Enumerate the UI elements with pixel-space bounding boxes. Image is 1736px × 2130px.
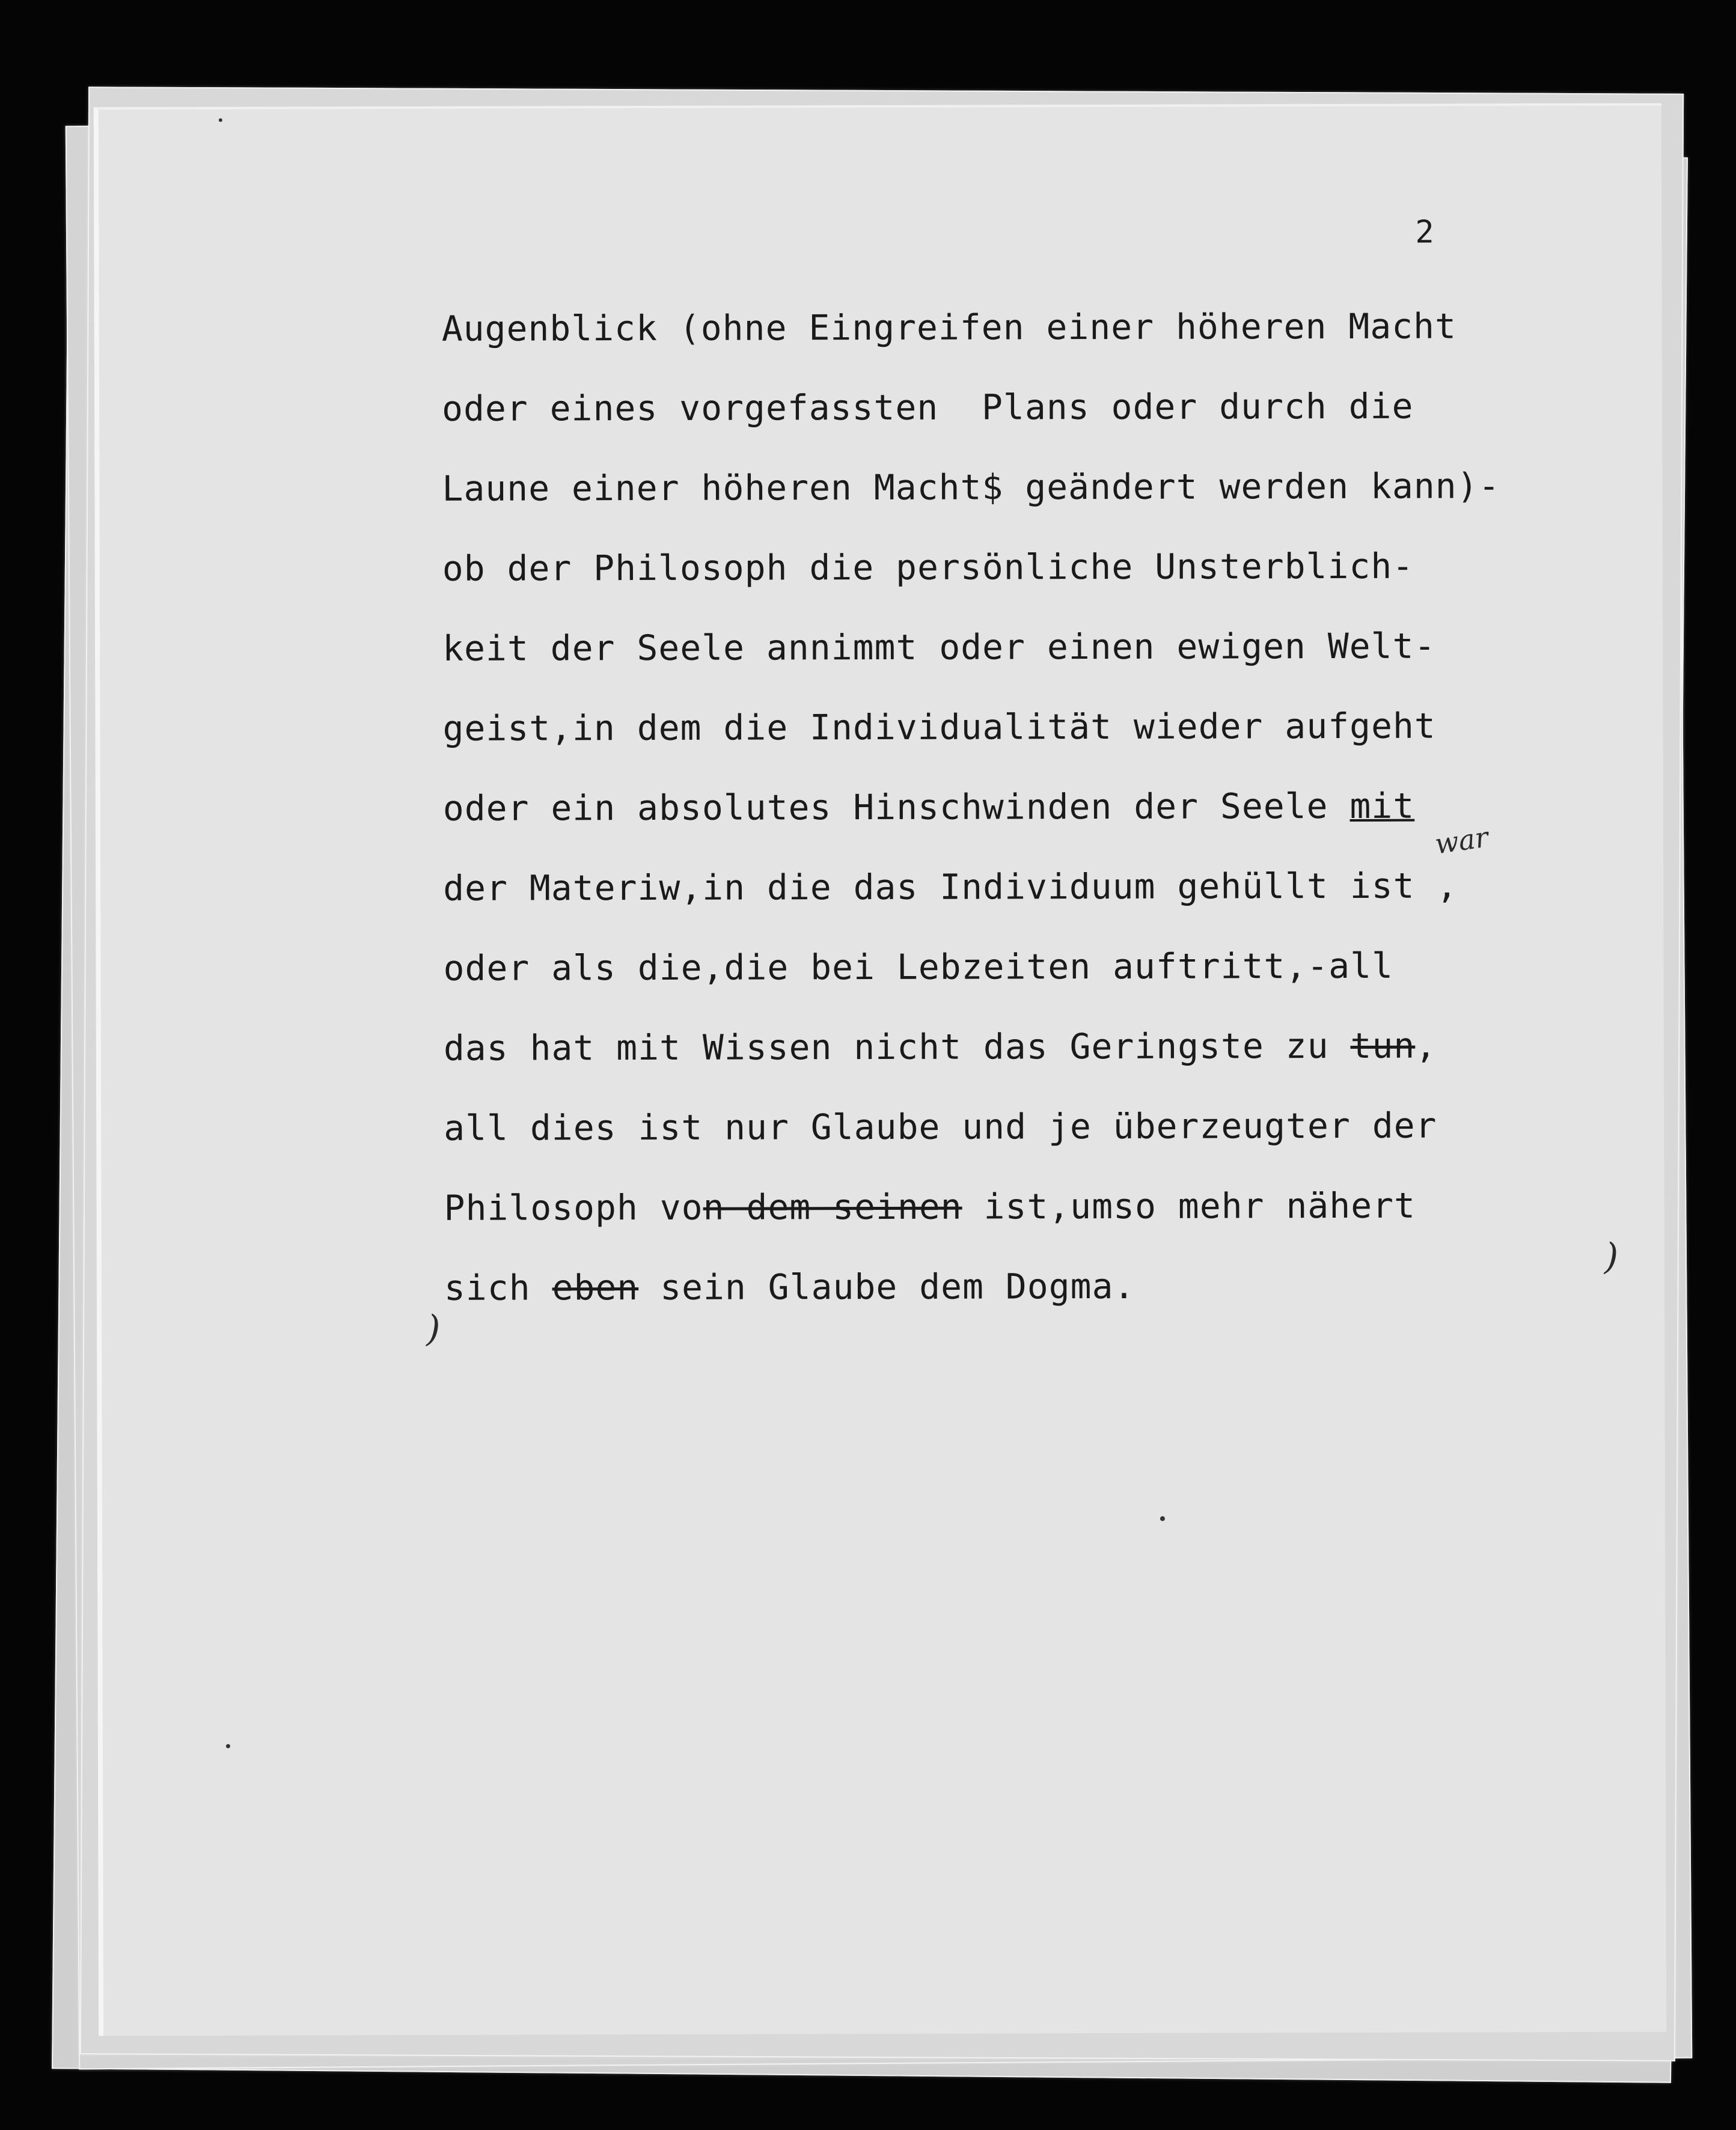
struck-word: n dem seinen	[703, 1186, 962, 1228]
page-number: 2	[1415, 214, 1434, 251]
line-text: ,	[1415, 1025, 1437, 1066]
line-text: sich	[444, 1267, 552, 1308]
text-line	[444, 1245, 1707, 1328]
line-text: geist,in dem die Individualität wieder aufgeht	[442, 705, 1436, 749]
text-line	[442, 525, 1705, 608]
line-text: keit der Seele annimmt oder einen ewigen Welt-	[442, 625, 1436, 669]
text-line	[442, 605, 1705, 688]
line-text: oder ein absolutes Hinschwinden der Seele	[442, 785, 1350, 829]
line-text: das hat mit Wissen nicht das Geringste zu	[443, 1025, 1351, 1069]
typed-page	[94, 103, 1666, 2036]
paper-speck	[219, 118, 222, 122]
text-line	[442, 285, 1704, 368]
text-line	[444, 1005, 1706, 1088]
line-text: der Materiw,in die das Individuum gehüllt ist ,	[443, 865, 1458, 909]
text-line	[442, 685, 1705, 768]
line-text: sein Glaube dem Dogma.	[638, 1265, 1135, 1308]
typed-text-body	[442, 285, 1707, 1328]
underlined-word: mit	[1349, 785, 1415, 826]
text-line	[444, 1085, 1706, 1168]
text-line	[444, 1165, 1706, 1248]
line-text: Augenblick (ohne Eingreifen einer höheren Macht	[441, 305, 1457, 349]
text-line	[442, 445, 1704, 528]
text-line	[443, 925, 1705, 1008]
paper-speck	[1160, 1516, 1165, 1521]
text-line	[443, 765, 1705, 848]
paper-speck	[226, 1744, 230, 1748]
handwritten-left-paren: )	[426, 1307, 441, 1350]
line-text: ist,umso mehr nähert	[962, 1185, 1416, 1227]
handwritten-annotation: war	[1432, 820, 1491, 861]
line-text: oder eines vorgefassten Plans oder durch die	[442, 385, 1414, 429]
struck-word: tun	[1350, 1025, 1416, 1066]
line-text: Laune einer höheren Macht$ geändert werden kann)-	[442, 465, 1500, 509]
line-text: Philosoph vo	[444, 1186, 703, 1228]
line-text: ob der Philosoph die persönliche Unsterblich-	[442, 545, 1414, 589]
text-line	[442, 365, 1704, 448]
line-text: oder als die,die bei Lebzeiten auftritt,-all	[443, 945, 1394, 989]
line-text: all dies ist nur Glaube und je überzeugter der	[444, 1105, 1437, 1149]
struck-word: eben	[552, 1267, 639, 1308]
text-line	[443, 845, 1705, 928]
handwritten-right-paren: )	[1604, 1235, 1619, 1278]
